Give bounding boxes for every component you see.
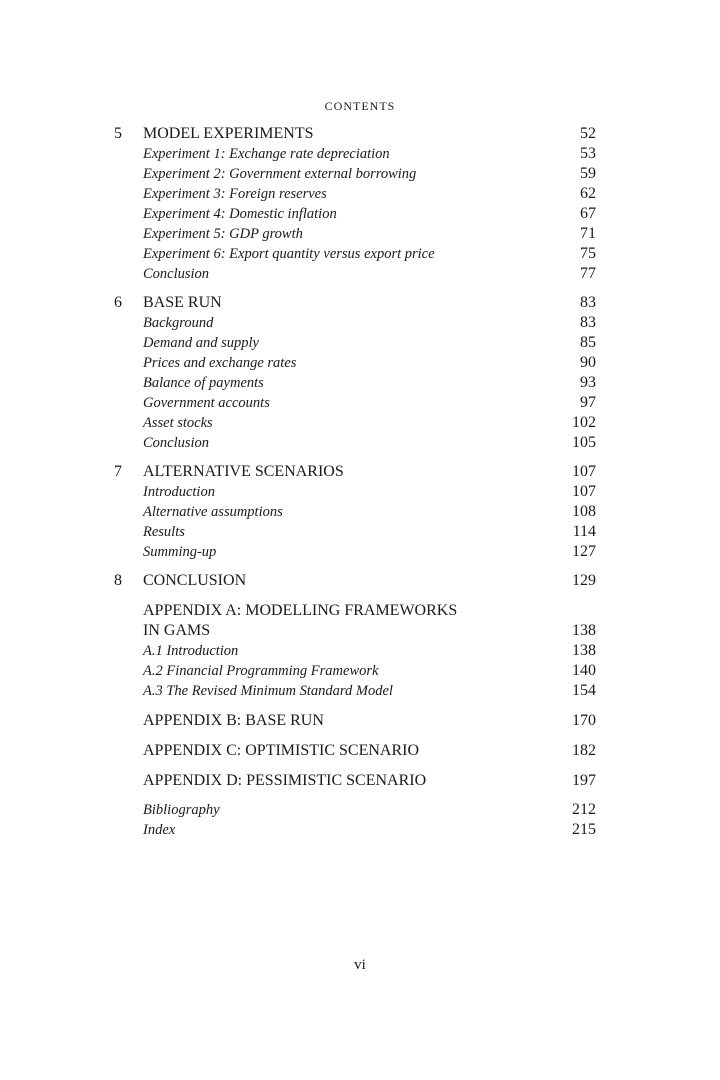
page-number: 114 (572, 523, 596, 540)
appendix-title-continued: IN GAMS (143, 622, 211, 639)
appendix-title: APPENDIX D: PESSIMISTIC SCENARIO (143, 772, 427, 789)
page-number: 197 (572, 772, 596, 789)
chapter-5-row[interactable] (114, 124, 596, 144)
entry-title: Results (143, 524, 185, 540)
chapter-6-row[interactable] (114, 293, 596, 313)
page-number: 138 (572, 642, 596, 659)
toc-entry[interactable] (114, 184, 596, 204)
running-head: CONTENTS (324, 99, 396, 113)
page-number: 140 (572, 662, 596, 679)
entry-title: Background (143, 315, 214, 331)
page-number: 97 (580, 394, 596, 411)
toc-entry[interactable] (114, 224, 596, 244)
entry-title: A.2 Financial Programming Framework (143, 663, 379, 679)
toc-entry[interactable] (114, 681, 596, 701)
page-number: 59 (580, 165, 596, 182)
page-number: 93 (580, 374, 596, 391)
page-number: 67 (580, 205, 596, 222)
toc-entry[interactable] (114, 164, 596, 184)
entry-title: A.3 The Revised Minimum Standard Model (143, 683, 393, 699)
entry-title: Experiment 5: GDP growth (143, 226, 303, 242)
page-number: 83 (580, 294, 596, 311)
page-number: 53 (580, 145, 596, 162)
index-row[interactable] (114, 820, 596, 840)
entry-title: Conclusion (143, 435, 210, 451)
entry-title: Index (143, 822, 176, 838)
page-number: 215 (572, 821, 596, 838)
chapter-title: ALTERNATIVE SCENARIOS (143, 463, 344, 480)
appendix-a-title-row[interactable] (114, 601, 596, 621)
page-number: 154 (572, 682, 596, 699)
entry-title: Asset stocks (143, 415, 213, 431)
entry-title: Demand and supply (143, 335, 259, 351)
toc-entry[interactable] (114, 413, 596, 433)
page-number: 182 (572, 742, 596, 759)
toc-entry[interactable] (114, 641, 596, 661)
toc-entry[interactable] (114, 502, 596, 522)
entry-title: Prices and exchange rates (143, 355, 297, 371)
entry-title: Experiment 2: Government external borrowing (143, 166, 417, 182)
entry-title: Introduction (143, 484, 215, 500)
chapter-number: 5 (114, 125, 122, 142)
toc-entry[interactable] (114, 353, 596, 373)
page-number: 102 (572, 414, 596, 431)
entry-title: Balance of payments (143, 375, 264, 391)
toc-entry[interactable] (114, 144, 596, 164)
entry-title: Experiment 4: Domestic inflation (143, 206, 337, 222)
appendix-d-row[interactable] (114, 771, 596, 791)
chapter-title: MODEL EXPERIMENTS (143, 125, 314, 142)
page-number: 77 (580, 265, 596, 282)
page-number: 108 (572, 503, 596, 520)
entry-title: Experiment 1: Exchange rate depreciation (143, 146, 390, 162)
page-number: 129 (572, 572, 596, 589)
appendix-title: APPENDIX A: MODELLING FRAMEWORKS (143, 602, 458, 619)
table-of-contents (114, 124, 596, 840)
page-number: 107 (572, 483, 596, 500)
appendix-c-row[interactable] (114, 741, 596, 761)
page-number: 107 (572, 463, 596, 480)
toc-entry[interactable] (114, 433, 596, 453)
page-number: 83 (580, 314, 596, 331)
toc-entry[interactable] (114, 661, 596, 681)
chapter-7-row[interactable] (114, 462, 596, 482)
appendix-a-row[interactable] (114, 621, 596, 641)
toc-entry[interactable] (114, 522, 596, 542)
chapter-title: CONCLUSION (143, 572, 247, 589)
bibliography-row[interactable] (114, 800, 596, 820)
toc-entry[interactable] (114, 542, 596, 562)
page-number: 90 (580, 354, 596, 371)
chapter-number: 7 (114, 463, 122, 480)
toc-entry[interactable] (114, 393, 596, 413)
page-number: 212 (572, 801, 596, 818)
chapter-number: 8 (114, 572, 122, 589)
page-number: 71 (580, 225, 596, 242)
chapter-title: BASE RUN (143, 294, 222, 311)
entry-title: A.1 Introduction (143, 643, 239, 659)
entry-title: Alternative assumptions (143, 504, 283, 520)
page-folio: vi (354, 957, 366, 973)
page-number: 127 (572, 543, 596, 560)
toc-entry[interactable] (114, 373, 596, 393)
page-number: 62 (580, 185, 596, 202)
page-number: 170 (572, 712, 596, 729)
page-number: 85 (580, 334, 596, 351)
entry-title: Experiment 3: Foreign reserves (143, 186, 327, 202)
page-number: 75 (580, 245, 596, 262)
page-number: 105 (572, 434, 596, 451)
entry-title: Government accounts (143, 395, 270, 411)
entry-title: Conclusion (143, 266, 210, 282)
entry-title: Experiment 6: Export quantity versus export price (143, 246, 435, 262)
appendix-title: APPENDIX C: OPTIMISTIC SCENARIO (143, 742, 420, 759)
chapter-number: 6 (114, 294, 122, 311)
page-number: 138 (572, 622, 596, 639)
toc-entry[interactable] (114, 264, 596, 284)
appendix-b-row[interactable] (114, 711, 596, 731)
chapter-8-row[interactable] (114, 571, 596, 591)
entry-title: Bibliography (143, 802, 220, 818)
toc-entry[interactable] (114, 333, 596, 353)
toc-entry[interactable] (114, 482, 596, 502)
toc-entry[interactable] (114, 313, 596, 333)
toc-entry[interactable] (114, 204, 596, 224)
toc-entry[interactable] (114, 244, 596, 264)
page-number: 52 (580, 125, 596, 142)
entry-title: Summing-up (143, 544, 217, 560)
appendix-title: APPENDIX B: BASE RUN (143, 712, 324, 729)
